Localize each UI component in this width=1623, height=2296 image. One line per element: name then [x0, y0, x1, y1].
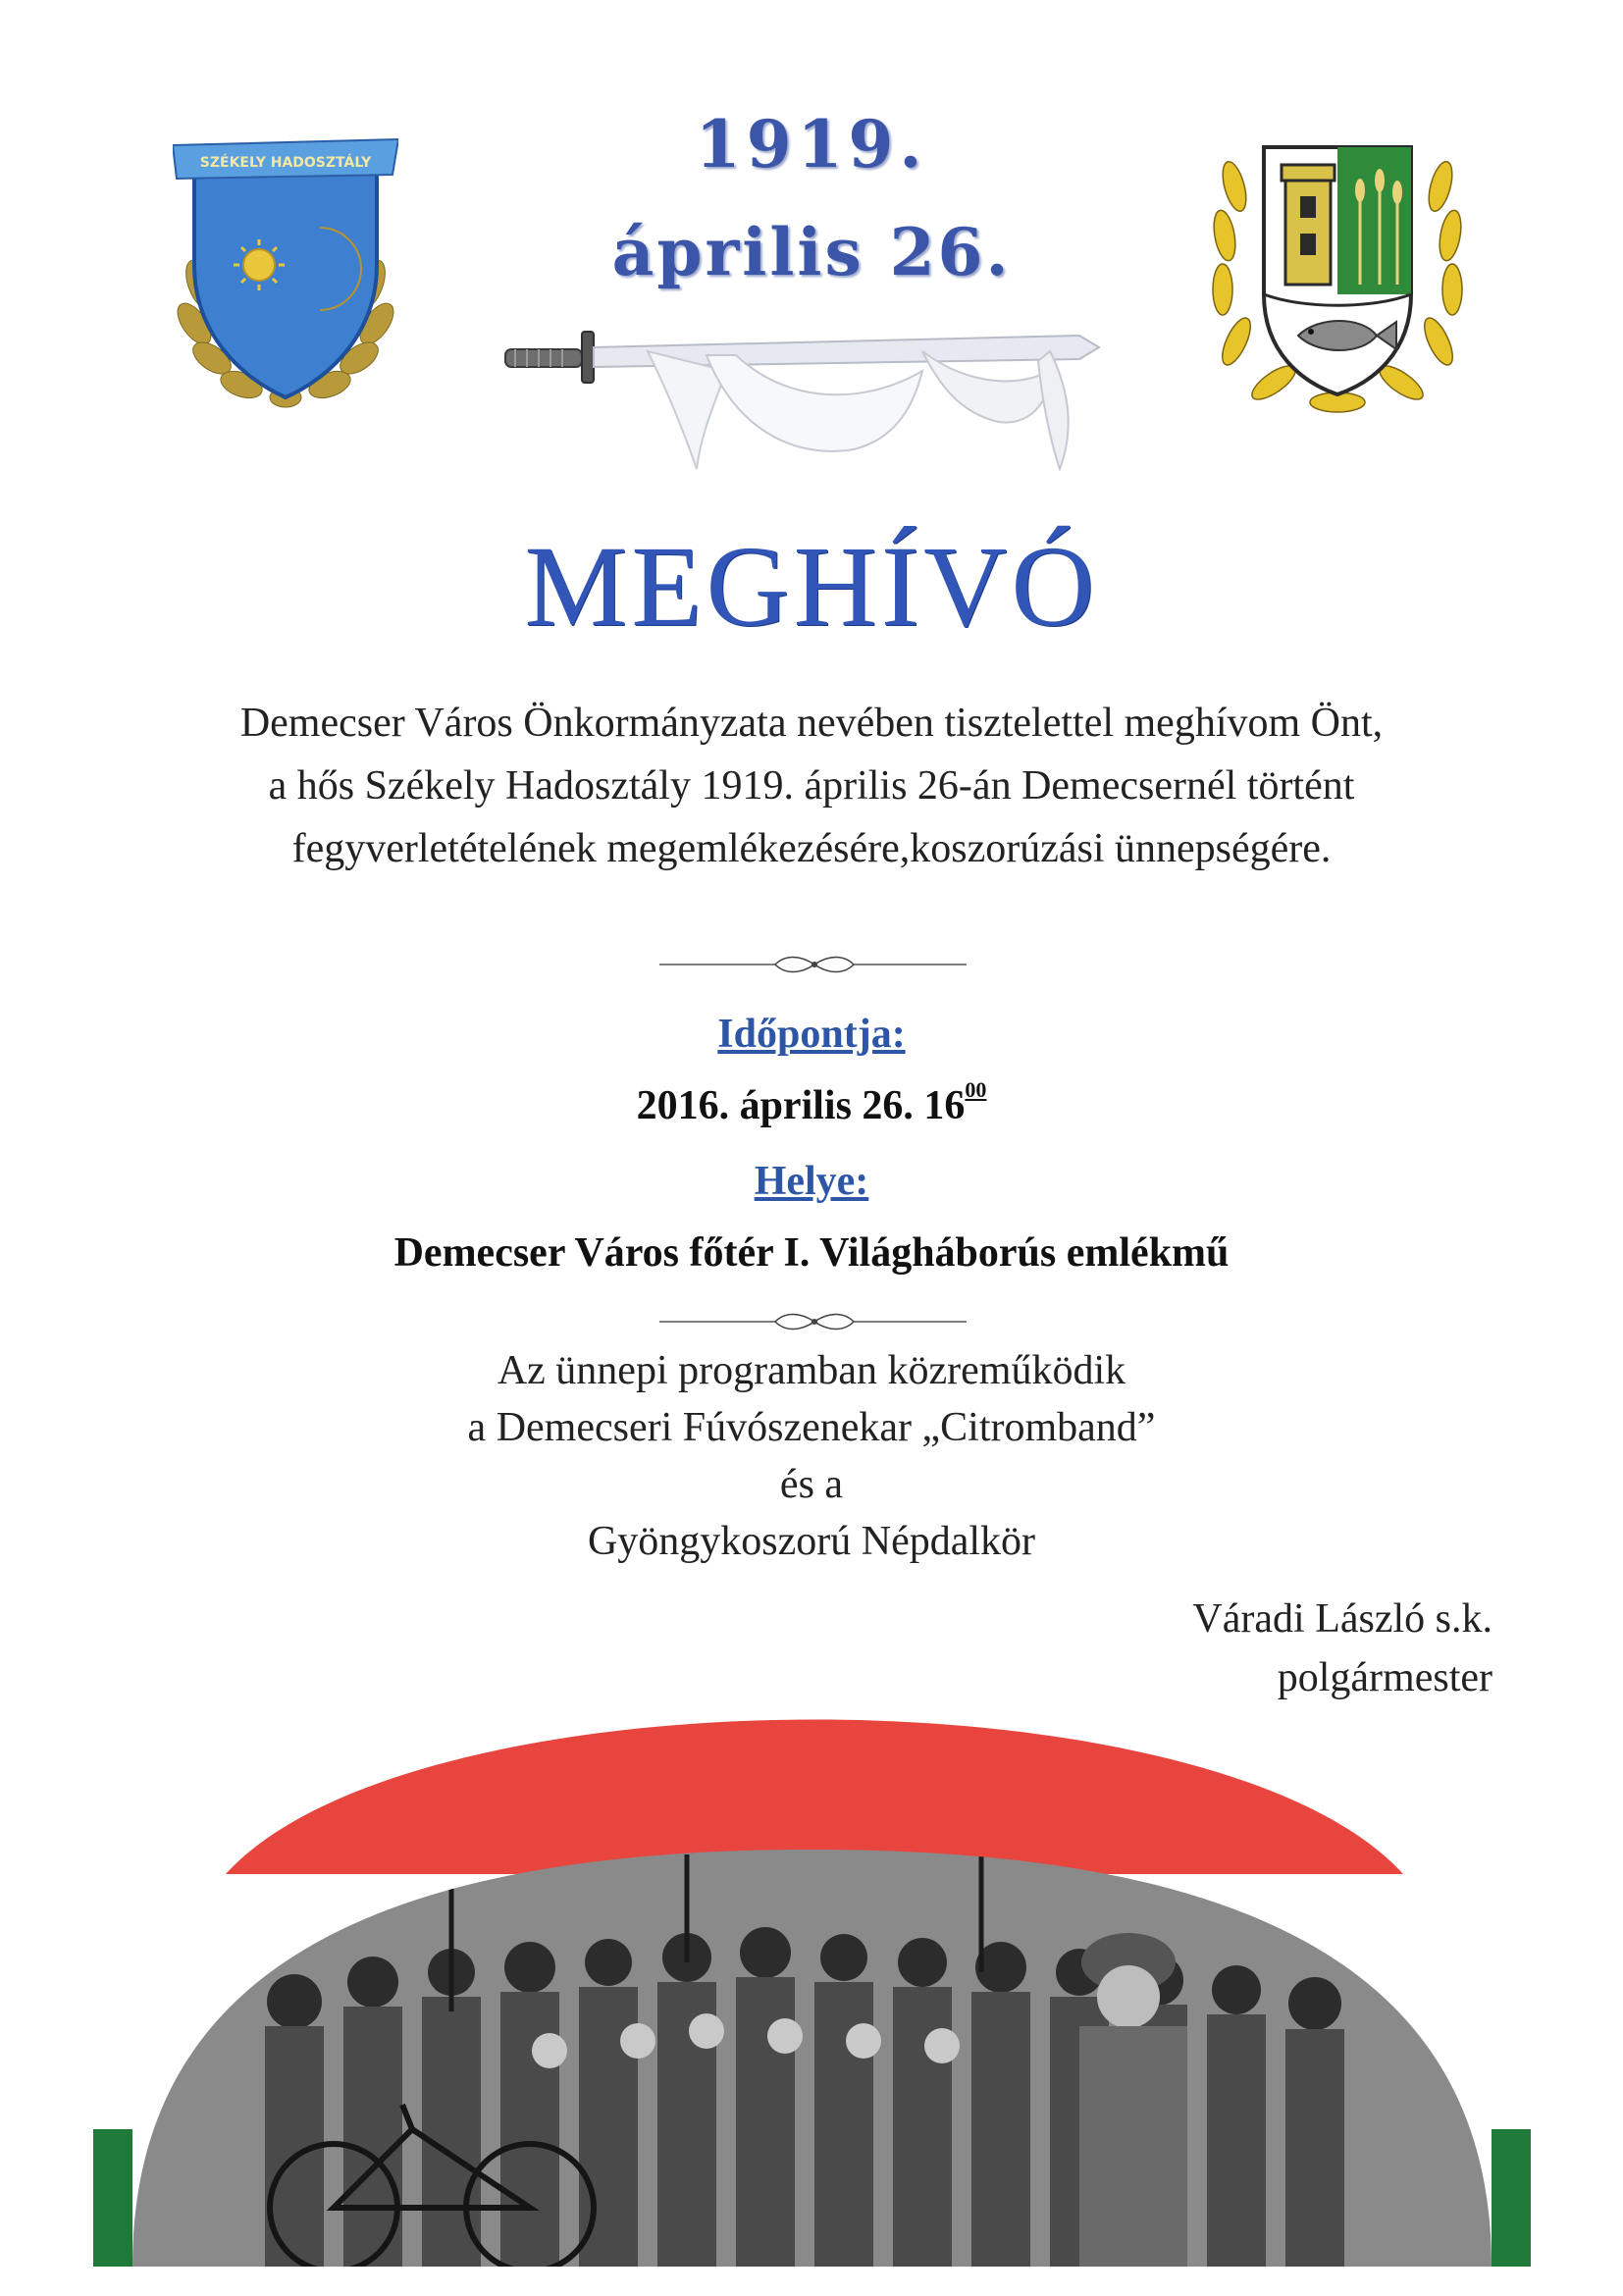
event-place: Demecser Város főtér I. Világháborús emlékmű — [393, 1230, 1230, 1276]
program-line: a Demecseri Fúvószenekar „Citromband” — [467, 1405, 1156, 1450]
event-time — [0, 1077, 1623, 1129]
invitation-intro — [0, 692, 1623, 880]
program-line: Az ünnepi programban közreműködik — [497, 1348, 1126, 1393]
time-label: Időpontja: — [717, 1012, 906, 1057]
ornamental-divider — [0, 1307, 1623, 1336]
intro-line: a hős Székely Hadosztály 1919. április 26-án Demecsernél történt — [268, 763, 1355, 809]
signatory-name: Váradi László s.k. — [1192, 1596, 1492, 1642]
flag-arc-photo — [0, 1619, 1623, 2296]
signatory-role: polgármester — [1277, 1655, 1492, 1700]
invitation-title: MEGHÍVÓ — [524, 522, 1099, 651]
intro-line: fegyverletételének megemlékezésére,koszorúzási ünnepségére. — [291, 826, 1332, 871]
place-label: Helye: — [754, 1159, 869, 1204]
headline-date: április 26. — [611, 214, 1012, 290]
program-text — [0, 1342, 1623, 1570]
emblem-banner-text: SZÉKELY HADOSZTÁLY — [199, 155, 372, 171]
event-time-value: 2016. április 26. 16 — [636, 1083, 966, 1128]
intro-line: Demecser Város Önkormányzata nevében tisztelettel meghívom Önt, — [239, 701, 1384, 746]
historic-photo — [98, 1835, 1531, 2276]
sword-white-flag-illustration — [500, 312, 1109, 498]
ornamental-divider — [0, 950, 1623, 979]
event-time-minutes: 00 — [965, 1077, 987, 1102]
program-line: Gyöngykoszorú Népdalkör — [587, 1519, 1036, 1564]
headline-year: 1919. — [695, 106, 928, 183]
program-line: és a — [779, 1462, 844, 1507]
